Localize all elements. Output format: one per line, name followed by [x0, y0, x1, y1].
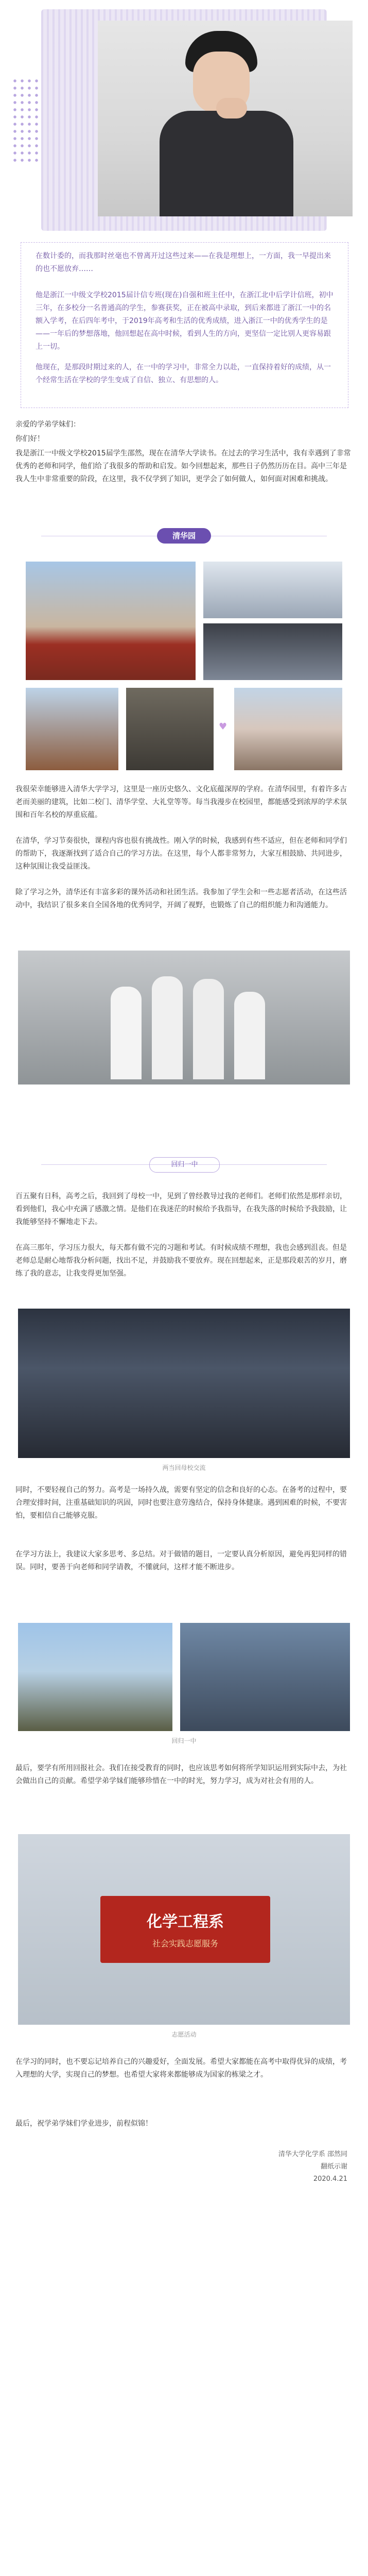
caption-school-visit: 两当回母校交流	[162, 1464, 206, 1471]
campus-photo-red-tree	[26, 562, 196, 680]
signature-line-2: 翻纸示谢	[320, 2163, 347, 2171]
banner-subtitle: 社会实践志愿服务	[152, 1939, 218, 1948]
paragraph-intro: 我是浙江一中级文学校2015届学生邵然，现在在清华大学读书。在过去的学习生活中，我有幸遇到了非常优秀的老师和同学，他们给了我很多的帮助和启发。如今回想起来，那些日子仍然历历在目。高中三年是我人生中非常重要的阶段，在这里，我不仅学到了知识，更学会了如何做人，如何面对困难和挑战。	[15, 449, 351, 483]
volunteer-photo	[18, 1834, 350, 2025]
paragraph-back-2: 在高三那年，学习压力很大，每天都有做不完的习题和考试。有时候成绩不理想，我也会感到沮丧。但是老师总是耐心地帮我分析问题，找出不足，并鼓励我不要放弃。现在回想起来，正是那段艰苦的岁月，磨练了我的意志，让我变得更加坚强。	[15, 1244, 347, 1278]
paragraph-final-1: 最后，要学有所用回报社会。我们在接受教育的同时，也应该思考如何将所学知识运用到实际中去，为社会做出自己的贡献。希望学弟学妹们能够珍惜在一中的时光，努力学习，成为对社会有用的人。	[15, 1764, 347, 1785]
intro-box	[21, 242, 348, 408]
paragraph-back-1: 百五聚有日科，高考之后，我回到了母校一中，见到了曾经教导过我的老师们。老师们依然是那样亲切，看到他们，我心中充满了感激之情。是他们在我迷茫的时候给予我指导，在我失落的时候给予我鼓励，让我能够坚持不懈地走下去。	[15, 1192, 347, 1226]
signature	[278, 2148, 347, 2185]
caption-volunteer: 志愿活动	[171, 2031, 197, 2038]
intro-paragraph-1: 在数计委的，而我那时丝毫也不曾离开过这些过来——在我是理想上，一方面，我一早提出来的也不愿放弃……	[36, 252, 331, 273]
paragraph-final-3: 最后，祝学弟学妹们学业进步，前程似锦！	[15, 2120, 152, 2128]
campus-photo-blossoms	[234, 688, 342, 770]
paragraph-campus-3: 除了学习之外，清华还有丰富多彩的课外活动和社团生活。我参加了学生会和一些志愿者活动，在这些活动中，我结识了很多来自全国各地的优秀同学，开阔了视野，也锻炼了自己的组织能力和沟通能力。	[15, 888, 347, 909]
caption-return: 回归一中	[171, 1737, 197, 1744]
intro-paragraph-2: 他是浙江一中级文学校2015届计信专班(现在)自强和班主任中，在浙江北中后学计信班，初中三年，在多校分一名普通高的学生，参赛获奖，正在被高中录取，到后来都进了浙江一中的名额入学考，在后四年考中，于2019年高考和生活的优秀成绩，进入浙江一中的优秀学生的是——一年后的梦想落地，他回想起在高中时候，看到人生的方向，更坚信一定比别人更容易跟上一切。	[36, 291, 334, 351]
outdoor-group-photo-2	[180, 1623, 350, 1731]
campus-photo-classroom-1	[203, 562, 342, 618]
paragraph-campus-1: 我很荣幸能够进入清华大学学习，这里是一座历史悠久、文化底蕴深厚的学府。在清华园里，有着许多古老而美丽的建筑，比如二校门、清华学堂、大礼堂等等。每当我漫步在校园里，都能感受到浓厚的学术氛围和百年名校的厚重底蕴。	[15, 785, 347, 819]
paragraph-final-2: 在学习的同时，也不要忘记培养自己的兴趣爱好，全面发展。希望大家都能在高考中取得优异的成绩，考入理想的大学，实现自己的梦想。也希望大家将来都能够成为国家的栋梁之才。	[15, 2058, 347, 2079]
banner-title: 化学工程系	[147, 1913, 224, 1931]
decorative-dots	[11, 77, 42, 165]
heart-icon: ♥	[219, 721, 227, 732]
greeting: 亲爱的学弟学妹们：	[15, 420, 80, 429]
campus-photo-building	[26, 688, 118, 770]
campus-photo-hall	[126, 688, 214, 770]
signature-date: 2020.4.21	[313, 2175, 347, 2183]
section-title-campus: 清华园	[157, 528, 211, 544]
banner	[100, 1896, 270, 1963]
signature-line-1: 清华大学化学系 邵然同	[278, 2150, 347, 2158]
outdoor-group-photo-1	[18, 1623, 172, 1731]
lab-group-photo	[18, 951, 350, 1084]
hello: 你们好！	[15, 435, 44, 443]
campus-photo-classroom-2	[203, 623, 342, 680]
paragraph-back-4: 在学习方法上，我建议大家多思考、多总结。对于做错的题目，一定要认真分析原因，避免再犯同样的错误。同时，要善于向老师和同学请教，不懂就问，这样才能不断进步。	[15, 1550, 347, 1571]
school-visit-photo	[18, 1309, 350, 1458]
intro-paragraph-3: 他现在，是那段时期过来的人，在一中的学习中，非常全力以赴，一直保持着好的成绩，从一个经常生活在学校的学生变成了自信、独立、有思想的人。	[36, 363, 331, 384]
header-portrait-photo	[98, 21, 353, 216]
paragraph-back-3: 同时，不要轻视自己的努力。高考是一场持久战，需要有坚定的信念和良好的心态。在备考的过程中，要合理安排时间，注重基础知识的巩固，同时也要注意劳逸结合，保持身体健康。遇到困难的时候，不要害怕，要相信自己能够克服。	[15, 1486, 347, 1520]
section-title-return: 回归一中	[149, 1157, 220, 1173]
paragraph-campus-2: 在清华，学习节奏很快，课程内容也很有挑战性。刚入学的时候，我感到有些不适应，但在老师和同学们的帮助下，我逐渐找到了适合自己的学习方法。在这里，每个人都非常努力，大家互相鼓励、共同进步，这种氛围让我受益匪浅。	[15, 837, 347, 871]
